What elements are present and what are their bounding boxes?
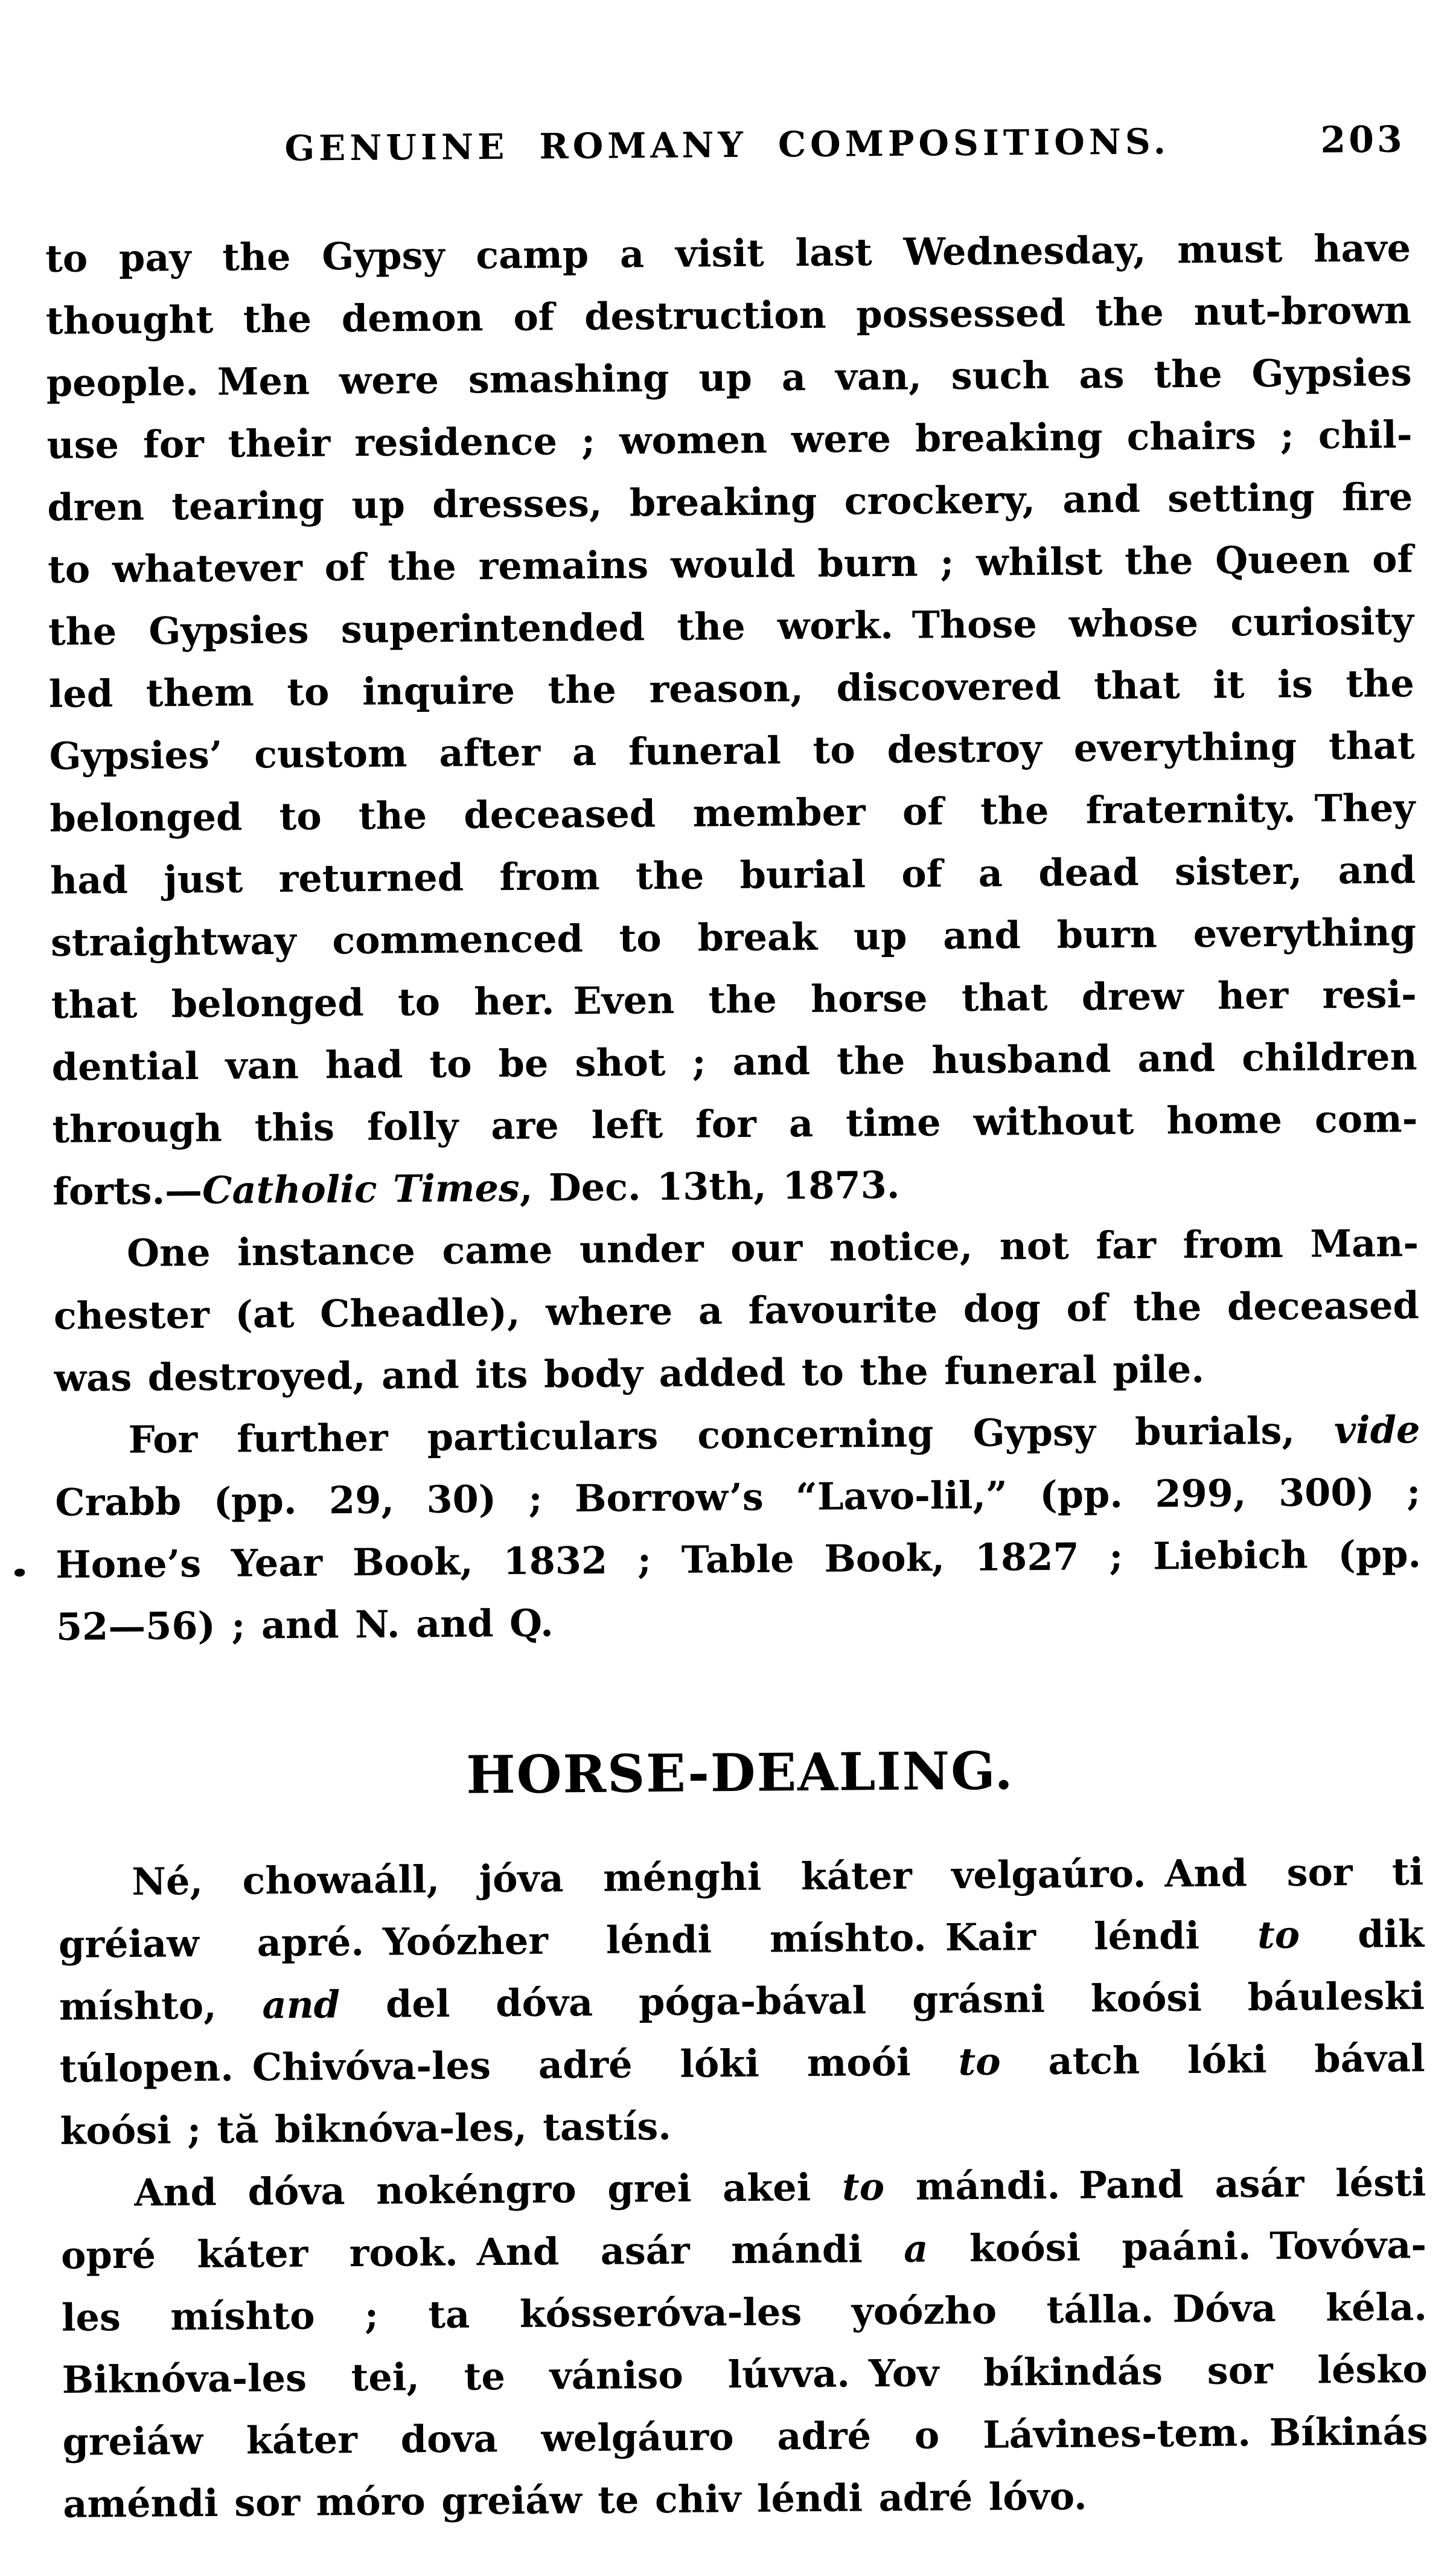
- text-line: [58, 1840, 1424, 1913]
- text-run: dik: [1299, 1912, 1425, 1957]
- text-run: gréiaw apré. Yoózher léndi míshto. Kair léndi: [58, 1913, 1258, 1967]
- text-run: And dóva nokéngro grei akei: [134, 2165, 843, 2215]
- text-line: [48, 590, 1414, 663]
- paragraph: [58, 1840, 1426, 2162]
- text-line: [62, 2276, 1428, 2349]
- text-run: Crabb (pp. 29, 30) ; Borrow’s “Lavo-lil,” (pp. 299, 300) ;: [55, 1470, 1421, 1525]
- text-run: opré káter rook. And asár mándi: [60, 2226, 904, 2278]
- text-run: améndi sor móro greiáw te chiv léndi adré lóvo.: [63, 2474, 1087, 2526]
- text-run: forts.—: [53, 1168, 203, 1214]
- text-run: people. Men were smashing up a van, such as the Gypsies: [46, 350, 1413, 405]
- text-run: For further particulars concerning Gypsy burials,: [128, 1408, 1335, 1462]
- italic-text-run: to: [841, 2165, 885, 2209]
- running-header: [44, 115, 1410, 175]
- text-run: túlopen. Chivóva-les adré lóki moói: [59, 2040, 959, 2091]
- text-line: [55, 1461, 1421, 1534]
- italic-text-run: a: [903, 2226, 928, 2271]
- text-run: 52—56) ; and N. and Q.: [56, 1601, 554, 1649]
- italic-text-run: and: [262, 1982, 340, 2028]
- text-run: the Gypsies superintended the work. Those whose curiosity: [48, 599, 1414, 654]
- text-line: [45, 217, 1411, 290]
- text-run: through this folly are left for a time without home com-: [52, 1097, 1418, 1151]
- text-run: straightway commenced to break up and burn everything: [50, 910, 1417, 965]
- text-line: [51, 1025, 1417, 1098]
- text-run: atch lóki bával: [1000, 2036, 1425, 2084]
- text-line: [54, 1274, 1420, 1347]
- text-run: One instance came under our notice, not far from Man-: [126, 1221, 1419, 1275]
- text-line: [62, 2338, 1428, 2411]
- text-run: chester (at Cheadle), where a favourite dog of the deceased: [53, 1283, 1420, 1338]
- paragraph: [54, 1398, 1422, 1658]
- text-line: [51, 963, 1417, 1036]
- italic-text-run: Catholic Times: [202, 1165, 520, 1212]
- paragraph: [53, 1212, 1420, 1409]
- page-number: 203: [1320, 118, 1405, 162]
- text-line: [47, 466, 1413, 539]
- text-line: [51, 901, 1417, 974]
- text-line: [53, 1212, 1419, 1285]
- text-run: to pay the Gypsy camp a visit last Wednesday, must have: [45, 226, 1411, 281]
- text-line: [46, 341, 1412, 414]
- text-line: [59, 1903, 1425, 1976]
- text-run: greiáw káter dova welgáuro adré o Lávines-tem. Bíkinás: [62, 2409, 1428, 2464]
- text-line: [49, 777, 1416, 850]
- italic-text-run: vide: [1333, 1407, 1420, 1453]
- text-line: [52, 1087, 1418, 1161]
- text-run: , Dec. 13th, 1873.: [519, 1162, 900, 1210]
- text-run: mándi. Pand asár lésti: [884, 2160, 1426, 2209]
- text-run: les míshto ; ta kósseróva-les yoózho tálla. Dóva kéla.: [61, 2285, 1428, 2340]
- text-line: [56, 1523, 1422, 1596]
- text-run: to whatever of the remains would burn ; whilst the Queen of: [47, 537, 1414, 592]
- section-heading: HORSE-DEALING.: [465, 1740, 1014, 1806]
- margin-ink-dot-artifact: [14, 1569, 25, 1577]
- text-line: [48, 652, 1414, 725]
- text-run: belonged to the deceased member of the fraternity. They: [49, 786, 1416, 841]
- text-line: [53, 1150, 1419, 1223]
- text-run: dential van had to be shot ; and the husband and children: [51, 1034, 1417, 1089]
- text-run: led them to inquire the reason, discovered that it is the: [48, 661, 1415, 716]
- paragraph: [60, 2151, 1429, 2535]
- text-line: [50, 839, 1416, 912]
- text-run: Gypsies’ custom after a funeral to destroy everything that: [49, 723, 1415, 778]
- text-line: [61, 2214, 1427, 2287]
- text-line: [63, 2462, 1429, 2535]
- text-line: [54, 1398, 1420, 1471]
- text-run: Hone’s Year Book, 1832 ; Table Book, 1827 ; Liebich (pp.: [55, 1532, 1422, 1587]
- italic-text-run: to: [1257, 1912, 1300, 1958]
- text-line: [48, 528, 1414, 601]
- text-line: [56, 1585, 1422, 1658]
- text-line: [60, 2151, 1426, 2224]
- text-body: [45, 217, 1429, 2535]
- text-run: míshto,: [59, 1983, 263, 2029]
- text-run: use for their residence ; women were breaking chairs ; chil-: [46, 412, 1413, 467]
- text-line: [59, 1965, 1425, 2038]
- text-line: [60, 2089, 1426, 2162]
- text-line: [62, 2400, 1428, 2473]
- text-run: koósi paáni. Tovóva-: [928, 2223, 1427, 2271]
- text-run: Né, chowaáll, jóva ménghi káter velgaúro. And sor ti: [131, 1849, 1424, 1904]
- text-run: had just returned from the burial of a dead sister, and: [49, 848, 1416, 903]
- paragraph: [45, 217, 1419, 1223]
- text-line: [49, 714, 1415, 787]
- text-run: was destroyed, and its body added to the funeral pile.: [54, 1347, 1205, 1400]
- page-content: [43, 0, 1429, 2535]
- text-line: [46, 279, 1412, 352]
- text-line: [59, 2027, 1425, 2100]
- text-line: [46, 403, 1413, 476]
- italic-text-run: to: [958, 2039, 1001, 2084]
- text-run: del dóva póga-bával grásni koósi báuleski: [339, 1974, 1425, 2027]
- text-run: thought the demon of destruction possessed the nut-brown: [45, 288, 1412, 343]
- page-title: GENUINE ROMANY COMPOSITIONS.: [284, 121, 1170, 169]
- text-line: [54, 1336, 1420, 1409]
- text-run: dren tearing up dresses, breaking crockery, and setting fire: [47, 475, 1413, 530]
- text-run: Biknóva-les tei, te vániso lúvva. Yov bíkindás sor lésko: [62, 2347, 1428, 2402]
- text-run: that belonged to her. Even the horse that drew her resi-: [51, 972, 1417, 1027]
- text-run: koósi ; tă biknóva-les, tastís.: [60, 2104, 672, 2153]
